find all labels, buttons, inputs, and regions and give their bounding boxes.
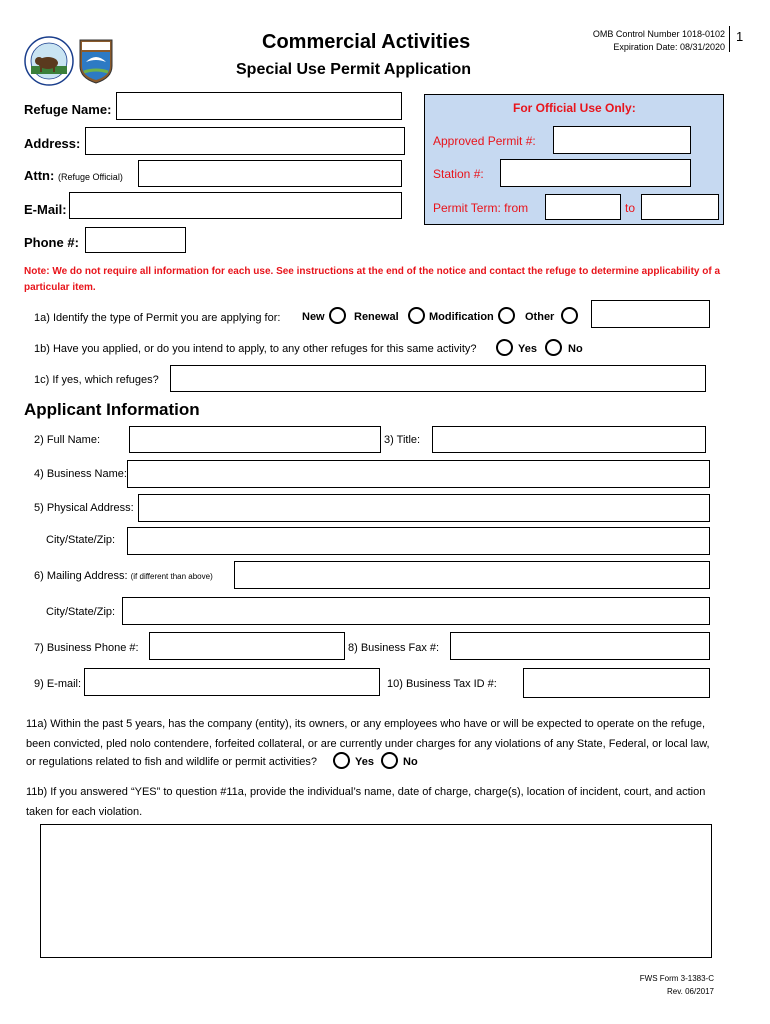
full-name-label: 2) Full Name: xyxy=(34,434,101,446)
other-refuges-input[interactable] xyxy=(170,365,706,392)
title-input[interactable] xyxy=(432,426,706,453)
tax-id-input[interactable] xyxy=(523,668,710,698)
mailing-address-text: 6) Mailing Address: xyxy=(34,570,128,582)
business-phone-label: 7) Business Phone #: xyxy=(34,642,139,654)
form-title: Commercial Activities xyxy=(262,31,471,53)
attn-sub-text: (Refuge Official) xyxy=(57,172,123,182)
q1b-label: 1b) Have you applied, or do you intend to apply, to any other refuges for this same activity? xyxy=(34,343,477,355)
phone-label: Phone #: xyxy=(24,235,79,250)
option-renewal-radio[interactable] xyxy=(408,307,425,324)
violations-textarea[interactable] xyxy=(40,824,712,958)
full-name-input[interactable] xyxy=(129,426,381,453)
q1b-no-label: No xyxy=(568,343,583,355)
q1a-label: 1a) Identify the type of Permit you are applying for: xyxy=(34,312,281,324)
business-name-input[interactable] xyxy=(127,460,710,488)
q11b-line1: 11b) If you answered “YES” to question #11a, provide the individual’s name, date of charge, charge(s), location of incident, court, and action xyxy=(26,786,706,798)
q1c-label: 1c) If yes, which refuges? xyxy=(34,374,159,386)
refuge-name-label: Refuge Name: xyxy=(24,102,112,117)
q1b-yes-radio[interactable] xyxy=(496,339,513,356)
refuge-phone-input[interactable] xyxy=(85,227,186,253)
permit-term-to-input[interactable] xyxy=(641,194,719,220)
applicant-email-input[interactable] xyxy=(84,668,380,696)
city-state-zip-label: City/State/Zip: xyxy=(46,534,116,546)
business-fax-label: 8) Business Fax #: xyxy=(348,642,440,654)
q1b-yes-label: Yes xyxy=(518,343,537,355)
applicant-info-heading: Applicant Information xyxy=(24,400,200,419)
attn-input[interactable] xyxy=(138,160,402,187)
refuge-name-input[interactable] xyxy=(116,92,402,120)
official-use-title: For Official Use Only: xyxy=(513,101,636,115)
city-state-zip2-input[interactable] xyxy=(122,597,710,625)
station-input[interactable] xyxy=(500,159,691,187)
q11a-no-label: No xyxy=(403,756,418,768)
approved-permit-input[interactable] xyxy=(553,126,691,154)
permit-term-to-label: to xyxy=(625,201,636,215)
option-new-label: New xyxy=(302,311,325,323)
physical-address-input[interactable] xyxy=(138,494,710,522)
q11a-line2: been convicted, pled nolo contendere, forfeited collateral, or are currently under charges for any violations of any State, Federal, or local law, xyxy=(26,738,710,750)
attn-text: Attn: xyxy=(24,168,55,183)
fws-shield-logo xyxy=(78,38,114,84)
q11a-yes-label: Yes xyxy=(355,756,374,768)
official-use-panel xyxy=(424,94,724,225)
q11a-yes-radio[interactable] xyxy=(333,752,350,769)
email-field-label: 9) E-mail: xyxy=(34,678,82,690)
option-other-radio[interactable] xyxy=(561,307,578,324)
title-label: 3) Title: xyxy=(384,434,421,446)
permit-term-from-input[interactable] xyxy=(545,194,621,220)
option-modification-label: Modification xyxy=(429,311,494,323)
business-phone-input[interactable] xyxy=(149,632,345,660)
q11b-line2: taken for each violation. xyxy=(26,806,143,818)
approved-permit-label: Approved Permit #: xyxy=(433,134,536,148)
attn-label xyxy=(24,168,123,183)
page-number: 1 xyxy=(736,29,744,44)
physical-address-label: 5) Physical Address: xyxy=(34,502,134,514)
business-name-label: 4) Business Name: xyxy=(34,468,127,480)
form-subtitle: Special Use Permit Application xyxy=(236,61,472,78)
address-label: Address: xyxy=(24,136,81,151)
address-input[interactable] xyxy=(85,127,405,155)
q11a-no-radio[interactable] xyxy=(381,752,398,769)
option-new-radio[interactable] xyxy=(329,307,346,324)
business-fax-input[interactable] xyxy=(450,632,710,660)
page-divider xyxy=(729,26,730,52)
q1b-no-radio[interactable] xyxy=(545,339,562,356)
q11a-line1: 11a) Within the past 5 years, has the company (entity), its owners, or any employees who have or will be expected to operate on the refuge, xyxy=(26,718,706,730)
permit-term-label: Permit Term: from xyxy=(433,201,529,215)
doi-seal-logo xyxy=(24,36,74,86)
city-state-zip-input[interactable] xyxy=(127,527,710,555)
mailing-address-label xyxy=(34,570,213,582)
expiration-date: Expiration Date: 08/31/2020 xyxy=(613,42,725,52)
instructions-note: Note: We do not require all information for each use. See instructions at the end of the notice and contact the refuge to determine applicability of a particular item. xyxy=(24,266,721,293)
station-label: Station #: xyxy=(433,167,484,181)
tax-id-label: 10) Business Tax ID #: xyxy=(387,678,497,690)
refuge-email-input[interactable] xyxy=(69,192,402,219)
mailing-address-note: (if different than above) xyxy=(130,572,213,581)
option-renewal-label: Renewal xyxy=(354,311,399,323)
footer-revision: Rev. 06/2017 xyxy=(667,987,714,996)
city-state-zip2-label: City/State/Zip: xyxy=(46,606,116,618)
footer-form-number: FWS Form 3-1383-C xyxy=(639,974,714,983)
option-other-label: Other xyxy=(525,311,555,323)
q11a-line3: or regulations related to fish and wildlife or permit activities? xyxy=(26,756,318,768)
other-permit-input[interactable] xyxy=(591,300,710,328)
mailing-address-input[interactable] xyxy=(234,561,710,589)
option-modification-radio[interactable] xyxy=(498,307,515,324)
omb-control-number: OMB Control Number 1018-0102 xyxy=(592,29,725,39)
email-label: E-Mail: xyxy=(24,202,67,217)
